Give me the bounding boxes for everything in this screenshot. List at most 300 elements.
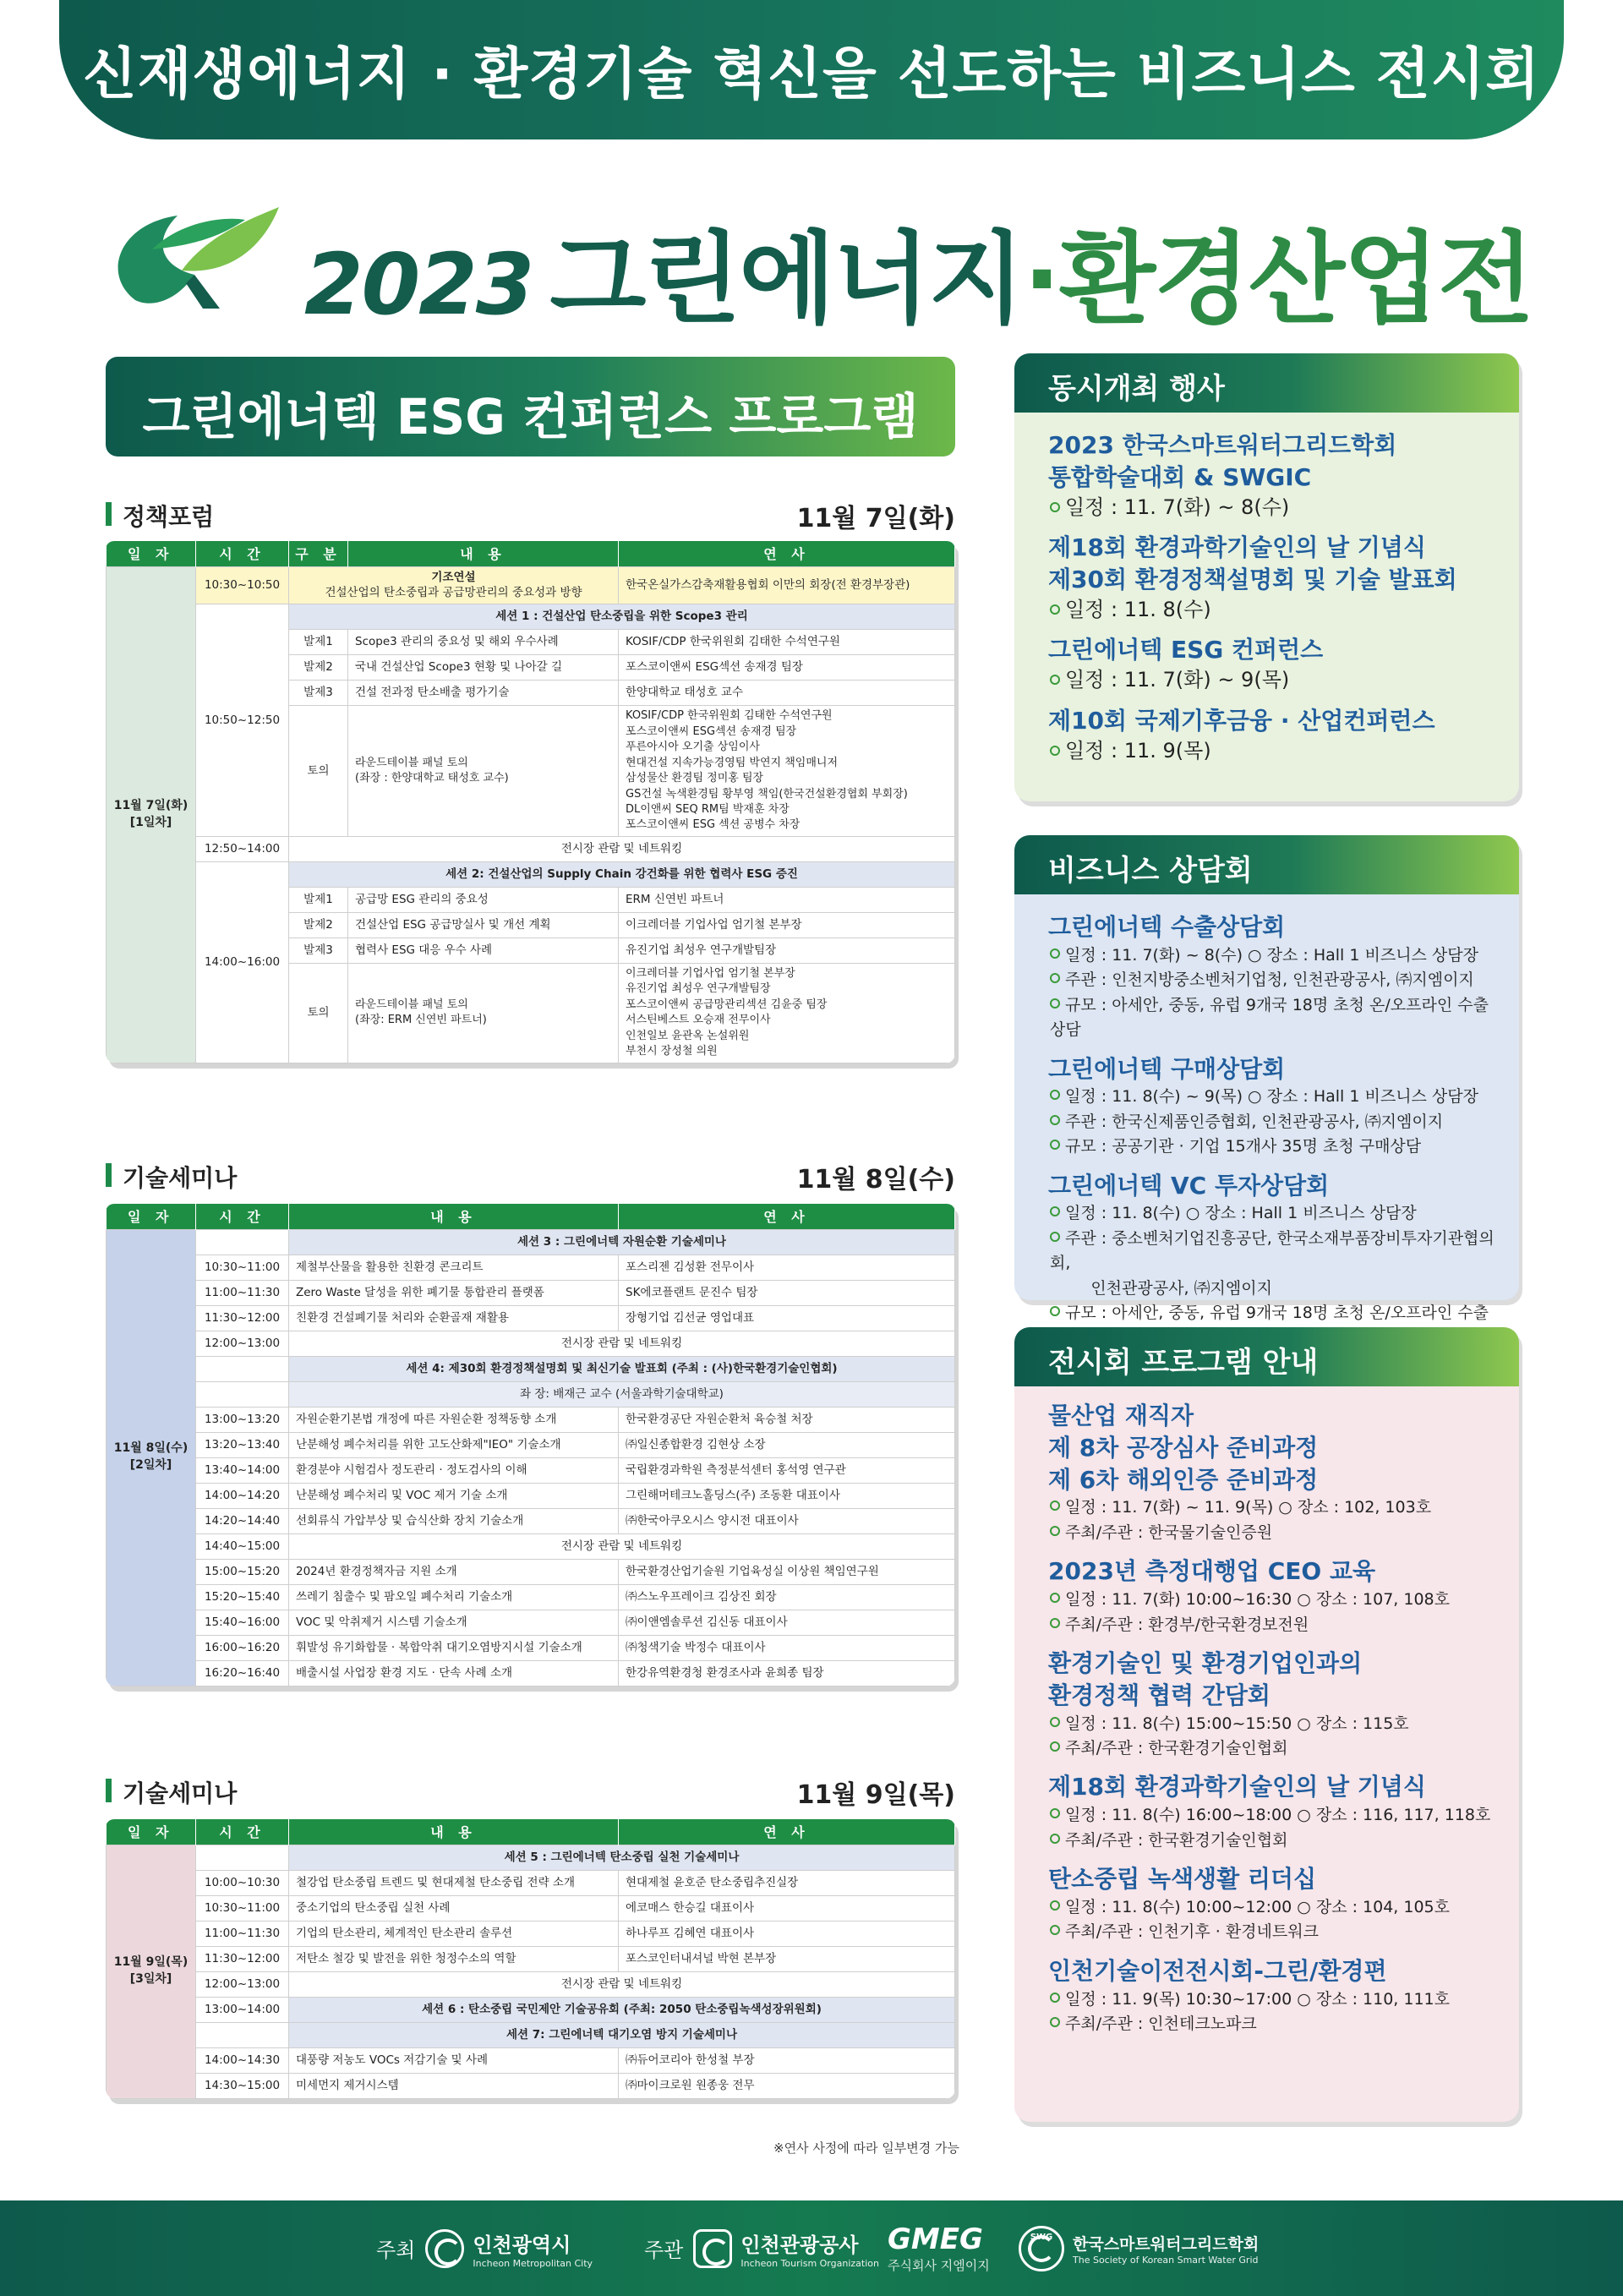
content-cell: 협력사 ESG 대응 우수 사례 [348, 938, 619, 963]
time-cell [196, 1845, 289, 1870]
section-name: 기술세미나 [123, 1779, 238, 1807]
box-title: 동시개최 행사 [1048, 372, 1225, 406]
swg-logo-icon [1019, 2226, 1064, 2271]
bullet-icon [1050, 1526, 1060, 1536]
time-cell: 13:00~13:20 [196, 1407, 289, 1432]
concurrent-events-box [1014, 353, 1519, 801]
content-cell: 라운드테이블 패널 토의 (좌장 : 한양대학교 태성호 교수) [348, 706, 619, 837]
table-row [107, 1432, 955, 1457]
event-item [1048, 705, 1502, 765]
speaker-cell: 그린해머테크노홀딩스(주) 조동환 대표이사 [619, 1483, 955, 1508]
table-row [107, 1255, 955, 1280]
event-line [1048, 1920, 1502, 1944]
event-item [1048, 1053, 1502, 1160]
box-title: 비즈니스 상담회 [1048, 854, 1253, 888]
time-cell: 14:40~15:00 [196, 1533, 289, 1559]
time-cell: 10:30~11:00 [196, 1255, 289, 1280]
event-detail: 일정 : 11. 8(수) ○ 장소 : Hall 1 비즈니스 상담장 [1065, 1204, 1417, 1223]
content-cell: 난분해성 폐수처리를 위한 고도산화제"IEO" 기술소개 [289, 1432, 619, 1457]
table-row [107, 1407, 955, 1432]
col-content: 내 용 [348, 541, 619, 566]
bullet-icon [1050, 1501, 1060, 1511]
speaker-cell: ㈜이앤엠솔루션 김신동 대표이사 [619, 1610, 955, 1635]
event-title: 그린에너텍 VC 투자상담회 [1048, 1171, 1330, 1200]
policy-forum-heading [106, 497, 955, 531]
host-name-en: Incheon Metropolitan City [473, 2257, 593, 2269]
event-line [1048, 1134, 1502, 1159]
host-name: 인천광역시 [473, 2233, 571, 2257]
speaker-cell: 이크레더블 기업사업 엄기철 본부장 [619, 912, 955, 938]
col-speaker: 연 사 [619, 541, 955, 566]
time-cell [196, 1381, 289, 1407]
time-cell: 11:30~12:00 [196, 1305, 289, 1331]
section-date: 11월 9일(목) [796, 1780, 955, 1810]
event-detail: 주관 : 한국신제품인증협회, 인천관광공사, ㈜지엠이지 [1065, 1112, 1444, 1131]
bullet-icon [1050, 1717, 1060, 1727]
event-detail: 일정 : 11. 8(수) [1065, 597, 1211, 621]
event-item [1048, 1771, 1502, 1853]
heading-bar [106, 502, 112, 526]
day-cell [107, 566, 196, 1063]
content-cell: 공급망 ESG 관리의 중요성 [348, 887, 619, 912]
title-part-b: 환경산업전 [1059, 221, 1533, 337]
type-cell: 발제2 [289, 655, 348, 681]
speaker-cell: ㈜마이크로원 원종웅 전무 [619, 2073, 955, 2098]
event-line [1048, 1613, 1502, 1637]
col-content: 내 용 [289, 1204, 619, 1229]
speaker-cell: 한강유역환경청 환경조사과 윤희종 팀장 [619, 1660, 955, 1686]
speaker-cell: 이크레더블 기업사업 엄기철 본부장 유진기업 최성우 연구개발팀장 포스코이앤씨 공급망관리섹션 김윤중 팀장 서스틴베스트 오승재 전무이사 인천일보 윤관옥 논설위원 부천시 장성철 의원 [619, 963, 955, 1063]
event-detail: 일정 : 11. 7(화) ~ 8(수) [1065, 495, 1290, 519]
section-name: 정책포럼 [123, 503, 215, 531]
type-cell: 발제1 [289, 630, 348, 655]
networking-cell: 전시장 관람 및 네트워킹 [289, 836, 955, 861]
tech-seminar-2-table [106, 1819, 955, 2099]
session-title: 세션 5 : 그린에너텍 탄소중립 실천 기술세미나 [289, 1845, 955, 1870]
time-cell: 14:00~14:20 [196, 1483, 289, 1508]
conference-banner [106, 357, 955, 456]
time-cell: 10:50~12:50 [196, 604, 289, 837]
time-cell: 10:30~10:50 [196, 566, 289, 604]
event-item [1048, 532, 1502, 624]
col-day: 일 자 [107, 1204, 196, 1229]
event-line [1048, 993, 1502, 1043]
swg-name-en: The Society of Korean Smart Water Grid [1073, 2254, 1259, 2266]
organizer-name-en: Incheon Tourism Organization [740, 2257, 879, 2269]
host-logo [376, 2200, 593, 2296]
speaker-cell: 포스리젠 김성환 전무이사 [619, 1255, 955, 1280]
content-cell: 배출시설 사업장 환경 지도 · 단속 사례 소개 [289, 1660, 619, 1686]
col-time: 시 간 [196, 541, 289, 566]
session-title: 세션 6 : 탄소중립 국민제안 기술공유회 (주최: 2050 탄소중립녹색성장위원회) [289, 1997, 955, 2022]
day-label: 11월 8일(수) [113, 1441, 189, 1456]
event-title: 제18회 환경과학기술인의 날 기념식 [1048, 533, 1426, 562]
keynote-desc: 건설산업의 탄소중립과 공급망관리의 중요성과 방향 [325, 586, 582, 600]
event-line [1048, 1588, 1502, 1612]
networking-cell: 전시장 관람 및 네트워킹 [289, 1971, 955, 1997]
time-cell: 14:20~14:40 [196, 1508, 289, 1533]
event-title: 그린에너텍 수출상담회 [1048, 913, 1286, 941]
title-part-a: 그린에너지 [549, 221, 1024, 337]
event-line [1048, 666, 1502, 695]
table-row [107, 1457, 955, 1483]
keynote-cell [289, 566, 619, 604]
bullet-icon [1050, 1593, 1060, 1603]
content-cell: 대풍량 저농도 VOCs 저감기술 및 사례 [289, 2047, 619, 2073]
day-label: 11월 7일(화) [113, 798, 189, 812]
table-row [107, 1508, 955, 1533]
bullet-icon [1050, 1993, 1060, 2003]
col-content: 내 용 [289, 1819, 619, 1845]
speaker-cell: ㈜스노우프레이크 김상진 회장 [619, 1584, 955, 1610]
event-detail: 주관 : 중소벤처기업진흥공단, 한국소재부품장비투자기관협의회, [1050, 1228, 1495, 1273]
title-year: 2023 [304, 235, 533, 334]
tech-seminar-1-table [106, 1204, 955, 1686]
event-detail: 일정 : 11. 9(목) [1065, 738, 1211, 763]
content-cell: 환경분야 시험검사 정도관리 · 정도검사의 이해 [289, 1457, 619, 1483]
content-cell: 선회류식 가압부상 및 습식산화 장치 기술소개 [289, 1508, 619, 1533]
bullet-icon [1050, 1834, 1060, 1844]
top-band-text: 신재생에너지 · 환경기술 혁신을 선도하는 비즈니스 전시회 [82, 41, 1541, 107]
table-row [107, 1533, 955, 1559]
content-cell: 중소기업의 탄소중립 실천 사례 [289, 1895, 619, 1921]
title-text [304, 199, 1533, 342]
speaker-cell: ㈜듀어코리아 한성철 부장 [619, 2047, 955, 2073]
conference-banner-text: 그린에너텍 ESG 컨퍼런스 프로그램 [142, 388, 919, 446]
speaker-cell: 유진기업 최성우 연구개발팀장 [619, 938, 955, 963]
bullet-icon [1050, 1306, 1060, 1316]
event-detail: 규모 : 아세안, 중동, 유럽 9개국 18명 초청 온/오프라인 수출상담 [1050, 995, 1489, 1040]
type-cell: 발제3 [289, 938, 348, 963]
session-title: 세션 1 : 건설산업 탄소중립을 위한 Scope3 관리 [289, 604, 955, 630]
table-row [107, 1946, 955, 1971]
event-title: 그린에너텍 ESG 컨퍼런스 [1048, 636, 1324, 664]
event-detail: 인천관광공사, ㈜지엠이지 [1050, 1278, 1272, 1298]
speaker-cell: 에코매스 한승길 대표이사 [619, 1895, 955, 1921]
time-cell: 12:00~13:00 [196, 1971, 289, 1997]
bullet-icon [1050, 1900, 1060, 1911]
table-row [107, 1280, 955, 1305]
time-cell: 14:00~14:30 [196, 2047, 289, 2073]
event-line [1048, 1276, 1502, 1301]
box-header [1014, 835, 1519, 894]
time-cell: 11:00~11:30 [196, 1921, 289, 1946]
bullet-icon [1050, 998, 1060, 1009]
exhibition-programs-box [1014, 1327, 1519, 2122]
event-item [1048, 1170, 1502, 1351]
session-title: 세션 4: 제30회 환경정책설명회 및 최신기술 발표회 (주최 : (사)한국환경기술인협회) [289, 1356, 955, 1381]
event-detail: 주최/주관 : 환경부/한국환경보전원 [1065, 1615, 1309, 1634]
col-day: 일 자 [107, 541, 196, 566]
business-meetings-box [1014, 835, 1519, 1323]
event-item [1048, 634, 1502, 694]
event-detail: 주최/주관 : 한국환경기술인협회 [1065, 1830, 1288, 1850]
event-detail: 일정 : 11. 7(화) ~ 11. 9(목) ○ 장소 : 102, 103호 [1065, 1498, 1432, 1517]
event-title: 제30회 환경정책설명회 및 기술 발표회 [1048, 565, 1457, 593]
tech-seminar-1-heading [106, 1158, 955, 1192]
content-cell: 라운드테이블 패널 토의 (좌장: ERM 신연빈 파트너) [348, 963, 619, 1063]
time-cell: 12:00~13:00 [196, 1331, 289, 1356]
event-detail: 주최/주관 : 한국환경기술인협회 [1065, 1738, 1288, 1758]
speaker-cell: 한국환경산업기술원 기업육성실 이상원 책임연구원 [619, 1559, 955, 1584]
swg-badge-text: SWG [1030, 2232, 1053, 2242]
table-row [107, 1305, 955, 1331]
col-speaker: 연 사 [619, 1204, 955, 1229]
speaker-cell: ㈜청색기술 박정수 대표이사 [619, 1635, 955, 1660]
event-item [1048, 1955, 1502, 2037]
bullet-icon [1050, 1090, 1060, 1100]
event-item [1048, 1555, 1502, 1637]
event-line [1048, 1227, 1502, 1276]
section-date: 11월 8일(수) [796, 1165, 955, 1194]
table-row [107, 1331, 955, 1356]
content-cell: Scope3 관리의 중요성 및 해외 우수사례 [348, 630, 619, 655]
speaker-cell: 장형기업 김선균 영업대표 [619, 1305, 955, 1331]
speaker-cell: 포스코인터내셔널 박현 본부장 [619, 1946, 955, 1971]
box-header [1014, 353, 1519, 413]
incheon-logo-icon [425, 2229, 464, 2268]
event-line [1048, 494, 1502, 522]
box-title: 전시회 프로그램 안내 [1048, 1346, 1319, 1380]
bullet-icon [1050, 1808, 1060, 1818]
event-line [1048, 1829, 1502, 1853]
event-line [1048, 1895, 1502, 1920]
top-band [59, 0, 1564, 139]
bullet-icon [1050, 948, 1060, 959]
table-row [107, 1921, 955, 1946]
time-cell: 10:00~10:30 [196, 1870, 289, 1895]
table-row [107, 2047, 955, 2073]
content-cell: 건설 전과정 탄소배출 평가기술 [348, 681, 619, 706]
event-detail: 주최/주관 : 인천테크노파크 [1065, 2014, 1257, 2033]
event-detail: 일정 : 11. 7(화) 10:00~16:30 ○ 장소 : 107, 108호 [1065, 1590, 1450, 1610]
table-row [107, 2073, 955, 2098]
time-cell: 14:30~15:00 [196, 2073, 289, 2098]
speaker-cell: 한양대학교 태성호 교수 [619, 681, 955, 706]
table-row [107, 1895, 955, 1921]
event-title: 인천기술이전전시회-그린/환경편 [1048, 1956, 1387, 1985]
event-line [1048, 1736, 1502, 1761]
event-title: 그린에너텍 구매상담회 [1048, 1054, 1286, 1083]
col-time: 시 간 [196, 1819, 289, 1845]
policy-forum-table [106, 541, 955, 1063]
type-cell: 토의 [289, 706, 348, 837]
time-cell: 13:20~13:40 [196, 1432, 289, 1457]
event-line [1048, 943, 1502, 968]
keynote-speaker: 한국온실가스감축재활용협회 이만의 회장(전 환경부장관) [619, 566, 955, 604]
event-detail: 주최/주관 : 한국물기술인증원 [1065, 1522, 1273, 1542]
event-line [1048, 2012, 1502, 2036]
event-line [1048, 596, 1502, 625]
event-detail: 일정 : 11. 7(화) ~ 9(목) [1065, 668, 1290, 692]
event-title: 환경기술인 및 환경기업인과의 [1048, 1648, 1363, 1677]
content-cell: 철강업 탄소중립 트렌드 및 현대제철 탄소중립 전략 소개 [289, 1870, 619, 1895]
day-number: [3일차] [129, 1972, 172, 1986]
session-title: 세션 3 : 그린에너텍 자원순환 기술세미나 [289, 1229, 955, 1255]
table-row [107, 1610, 955, 1635]
tech-seminar-2-heading [106, 1774, 955, 1810]
bullet-icon [1050, 1232, 1060, 1242]
bullet-icon [1050, 675, 1060, 685]
content-cell: 쓰레기 침출수 및 팜오일 폐수처리 기술소개 [289, 1584, 619, 1610]
type-cell: 발제2 [289, 912, 348, 938]
speaker-cell: SK에코플랜트 문진수 팀장 [619, 1280, 955, 1305]
bullet-icon [1050, 1140, 1060, 1150]
event-title: 물산업 재직자 [1048, 1402, 1194, 1430]
content-cell: 자원순환기본법 개정에 따른 자원순환 정책동향 소개 [289, 1407, 619, 1432]
heading-bar [106, 1779, 112, 1802]
swg-logo [1019, 2200, 1259, 2296]
event-detail: 일정 : 11. 8(수) 16:00~18:00 ○ 장소 : 116, 117, 118호 [1065, 1806, 1491, 1825]
event-title: 제10회 국제기후금융 · 산업컨퍼런스 [1048, 706, 1435, 735]
networking-cell: 전시장 관람 및 네트워킹 [289, 1533, 955, 1559]
time-cell [196, 1356, 289, 1381]
content-cell: Zero Waste 달성을 위한 폐기물 통합관리 플랫폼 [289, 1280, 619, 1305]
gmeg-logo [888, 2200, 990, 2296]
table-row [107, 1559, 955, 1584]
footnote: ※연사 사정에 따라 일부변경 가능 [773, 2140, 960, 2156]
event-line [1048, 737, 1502, 766]
event-line [1048, 1987, 1502, 2012]
col-speaker: 연 사 [619, 1819, 955, 1845]
time-cell: 16:20~16:40 [196, 1660, 289, 1686]
content-cell: 난분해성 폐수처리 및 VOC 제거 기술 소개 [289, 1483, 619, 1508]
event-line [1048, 1110, 1502, 1134]
event-line [1048, 1521, 1502, 1545]
table-row [107, 836, 955, 861]
event-item [1048, 1863, 1502, 1945]
event-detail: 일정 : 11. 7(화) ~ 8(수) ○ 장소 : Hall 1 비즈니스 상담장 [1065, 945, 1478, 965]
networking-cell: 전시장 관람 및 네트워킹 [289, 1331, 955, 1356]
content-cell: 친환경 건설폐기물 처리와 순환골재 재활용 [289, 1305, 619, 1331]
day-cell [107, 1229, 196, 1686]
section-name: 기술세미나 [123, 1164, 238, 1192]
type-cell: 토의 [289, 963, 348, 1063]
content-cell: 저탄소 철강 및 발전을 위한 청정수소의 역할 [289, 1946, 619, 1971]
event-title: 환경정책 협력 간담회 [1048, 1681, 1271, 1709]
day-label: 11월 9일(목) [113, 1955, 189, 1970]
speaker-cell: KOSIF/CDP 한국위원회 김태한 수석연구원 [619, 630, 955, 655]
time-cell: 11:30~12:00 [196, 1946, 289, 1971]
event-item [1048, 1648, 1502, 1761]
event-title: 통합학술대회 & SWGIC [1048, 462, 1312, 491]
event-title: 제 6차 해외인증 준비과정 [1048, 1465, 1319, 1494]
swg-name: 한국스마트워터그리드학회 [1073, 2234, 1260, 2254]
host-label: 주최 [376, 2239, 416, 2262]
event-detail: 일정 : 11. 9(목) 10:30~17:00 ○ 장소 : 110, 111호 [1065, 1989, 1450, 2009]
chair-cell: 좌 장: 배재근 교수 (서울과학기술대학교) [289, 1381, 955, 1407]
col-time: 시 간 [196, 1204, 289, 1229]
session-title: 세션 7: 그린에너텍 대기오염 방지 기술세미나 [289, 2022, 955, 2047]
time-cell: 13:40~14:00 [196, 1457, 289, 1483]
table-row [107, 1635, 955, 1660]
time-cell [196, 2022, 289, 2047]
speaker-cell: ERM 신연빈 파트너 [619, 887, 955, 912]
bullet-icon [1050, 1206, 1060, 1216]
day-number: [2일차] [129, 1458, 172, 1472]
bullet-icon [1050, 604, 1060, 615]
speaker-cell: 국립환경과학원 측정분석센터 홍석영 연구관 [619, 1457, 955, 1483]
main-title [101, 182, 1555, 337]
table-row [107, 1660, 955, 1686]
type-cell: 발제3 [289, 681, 348, 706]
content-cell: 건설산업 ESG 공급망실사 및 개선 계획 [348, 912, 619, 938]
time-cell: 10:30~11:00 [196, 1895, 289, 1921]
speaker-cell: 한국환경공단 자원순환처 육승철 처장 [619, 1407, 955, 1432]
bullet-icon [1050, 1618, 1060, 1628]
event-item [1048, 429, 1502, 522]
time-cell: 14:00~16:00 [196, 861, 289, 1063]
organizer-label: 주관 [644, 2239, 684, 2262]
speaker-cell: ㈜한국아쿠오시스 양시전 대표이사 [619, 1508, 955, 1533]
footer [0, 2200, 1623, 2296]
content-cell: 국내 건설산업 Scope3 현황 및 나아갈 길 [348, 655, 619, 681]
time-cell: 16:00~16:20 [196, 1635, 289, 1660]
event-line [1048, 1201, 1502, 1226]
content-cell: 미세먼지 제거시스템 [289, 2073, 619, 2098]
event-line [1048, 1803, 1502, 1828]
event-detail: 주관 : 인천지방중소벤처기업청, 인천관광공사, ㈜지엠이지 [1065, 970, 1474, 990]
bullet-icon [1050, 1925, 1060, 1935]
content-cell: 제철부산물을 활용한 친환경 콘크리트 [289, 1255, 619, 1280]
heading-bar [106, 1163, 112, 1187]
bullet-icon [1050, 973, 1060, 983]
speaker-cell: KOSIF/CDP 한국위원회 김태한 수석연구원 포스코이앤씨 ESG섹션 송재경 팀장 푸른아시아 오기출 상임이사 현대건설 지속가능경영팀 박연지 책임매니저 삼성물산 환경팀 정미홍 팀장 GS건설 녹색환경팀 황부영 책임(한국건설환경협회 부회장) DL이앤씨 SEQ RM팀 박재훈 차장 포스코이앤씨 ESG 섹션 공병수 차장 [619, 706, 955, 837]
bullet-icon [1050, 1115, 1060, 1125]
event-line [1048, 1712, 1502, 1736]
bullet-icon [1050, 746, 1060, 756]
session-title: 세션 2: 건설산업의 Supply Chain 강건화를 위한 협력사 ESG 증진 [289, 861, 955, 887]
time-cell [196, 1229, 289, 1255]
event-item [1048, 911, 1502, 1043]
time-cell: 15:40~16:00 [196, 1610, 289, 1635]
speaker-cell: 현대제철 윤호준 탄소중립추진실장 [619, 1870, 955, 1895]
day-cell [107, 1845, 196, 2098]
event-detail: 일정 : 11. 8(수) ~ 9(목) ○ 장소 : Hall 1 비즈니스 상담장 [1065, 1087, 1478, 1107]
event-detail: 일정 : 11. 8(수) 15:00~15:50 ○ 장소 : 115호 [1065, 1714, 1409, 1733]
event-detail: 규모 : 아세안, 중동, 유럽 9개국 18명 초청 온/오프라인 수출 [1065, 1304, 1489, 1323]
type-cell: 발제1 [289, 887, 348, 912]
content-cell: VOC 및 악취제거 시스템 기술소개 [289, 1610, 619, 1635]
event-title: 2023년 측정대행업 CEO 교육 [1048, 1557, 1376, 1586]
event-line [1048, 1085, 1502, 1109]
tourism-logo-icon [693, 2229, 732, 2268]
content-cell: 기업의 탄소관리, 체계적인 탄소관리 솔루션 [289, 1921, 619, 1946]
event-line [1048, 968, 1502, 992]
event-detail: 규모 : 공공기관 · 기업 15개사 35명 초청 구매상담 [1065, 1137, 1422, 1156]
content-cell: 2024년 환경정책자금 지원 소개 [289, 1559, 619, 1584]
table-row [107, 1971, 955, 1997]
table-row [107, 1483, 955, 1508]
section-date: 11월 7일(화) [796, 504, 955, 533]
bullet-icon [1050, 2017, 1060, 2027]
event-line [1048, 1495, 1502, 1520]
organizer-logo [644, 2200, 879, 2296]
keynote-title: 기조연설 [431, 570, 476, 584]
table-row [107, 1584, 955, 1610]
leaf-logo-icon [101, 190, 287, 317]
event-detail: 일정 : 11. 8(수) 10:00~12:00 ○ 장소 : 104, 105호 [1065, 1897, 1450, 1916]
day-number: [1일차] [129, 815, 172, 829]
speaker-cell: 하나루프 김혜연 대표이사 [619, 1921, 955, 1946]
speaker-cell: 포스코이앤씨 ESG섹션 송재경 팀장 [619, 655, 955, 681]
gmeg-name: GMEG [888, 2222, 983, 2256]
event-title: 2023 한국스마트워터그리드학회 [1048, 431, 1397, 459]
time-cell: 13:00~14:00 [196, 1997, 289, 2022]
time-cell: 12:50~14:00 [196, 836, 289, 861]
event-title: 제18회 환경과학기술인의 날 기념식 [1048, 1773, 1426, 1801]
col-type: 구 분 [289, 541, 348, 566]
